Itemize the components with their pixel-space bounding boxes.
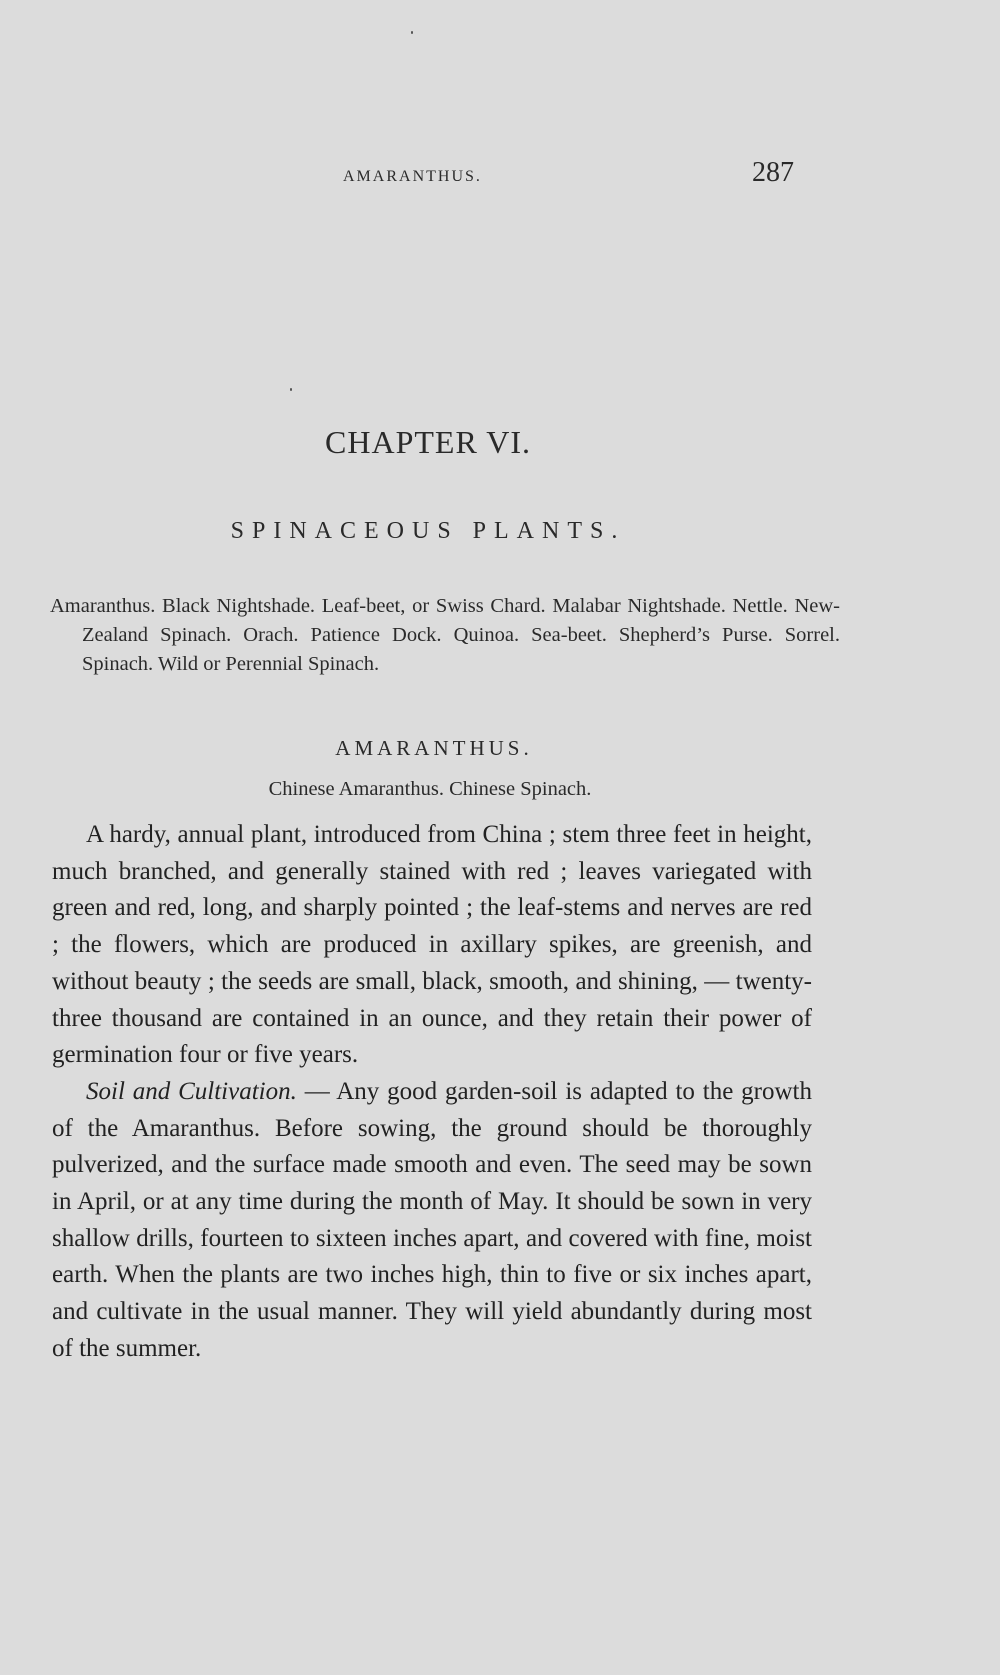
chapter-title: CHAPTER VI. [325, 424, 531, 460]
paragraph [52, 1074, 812, 1368]
paragraph [52, 817, 812, 1074]
running-head: AMARANTHUS. [343, 168, 482, 185]
body-text [52, 817, 812, 1368]
chapter-contents: Amaranthus. Black Nightshade. Leaf-beet, or Swiss Chard. Malabar Nightshade. Nettle. New-Zealand Spinach. Orach. Patience Dock. Quinoa. Sea-beet. Shepherd’s Purse. Sorrel. Spinach. Wild or Perennial Spinach. [50, 595, 840, 675]
section-title: SPINACEOUS PLANTS. [230, 518, 626, 544]
paragraph-lead: Soil and Cultivation. [86, 1077, 297, 1105]
synonyms-line: Chinese Amaranthus. Chinese Spinach. [268, 778, 592, 800]
paragraph-text: — Any good garden-soil is adapted to the growth of the Amaranthus. Before sowing, the ground should be thoroughly pulverized, and the surface made smooth and even. The seed may be sown in April, or at any time during the month of May. It should be sown in very shallow drills, fourteen to sixteen inches apart, and covered with fine, moist earth. When the plants are two inches high, thin to five or six inches apart, and cultivate in the usual manner. They will yield abundantly during most of the summer. [52, 1077, 812, 1362]
paragraph-text: A hardy, annual plant, introduced from China ; stem three feet in height, much branched, and generally stained with red ; leaves variegated with green and red, long, and sharply pointed ; the leaf-stems and nerves are red ; the flowers, which are produced in axillary spikes, are greenish, and without beauty ; the seeds are small, black, smooth, and shining, — twenty-three thousand are contained in an ounce, and they retain their power of germination four or five years. [52, 821, 812, 1069]
paper-speck [411, 31, 413, 34]
page-number: 287 [752, 157, 794, 188]
sub-heading: AMARANTHUS. [335, 736, 533, 760]
paper-speck [290, 388, 292, 391]
